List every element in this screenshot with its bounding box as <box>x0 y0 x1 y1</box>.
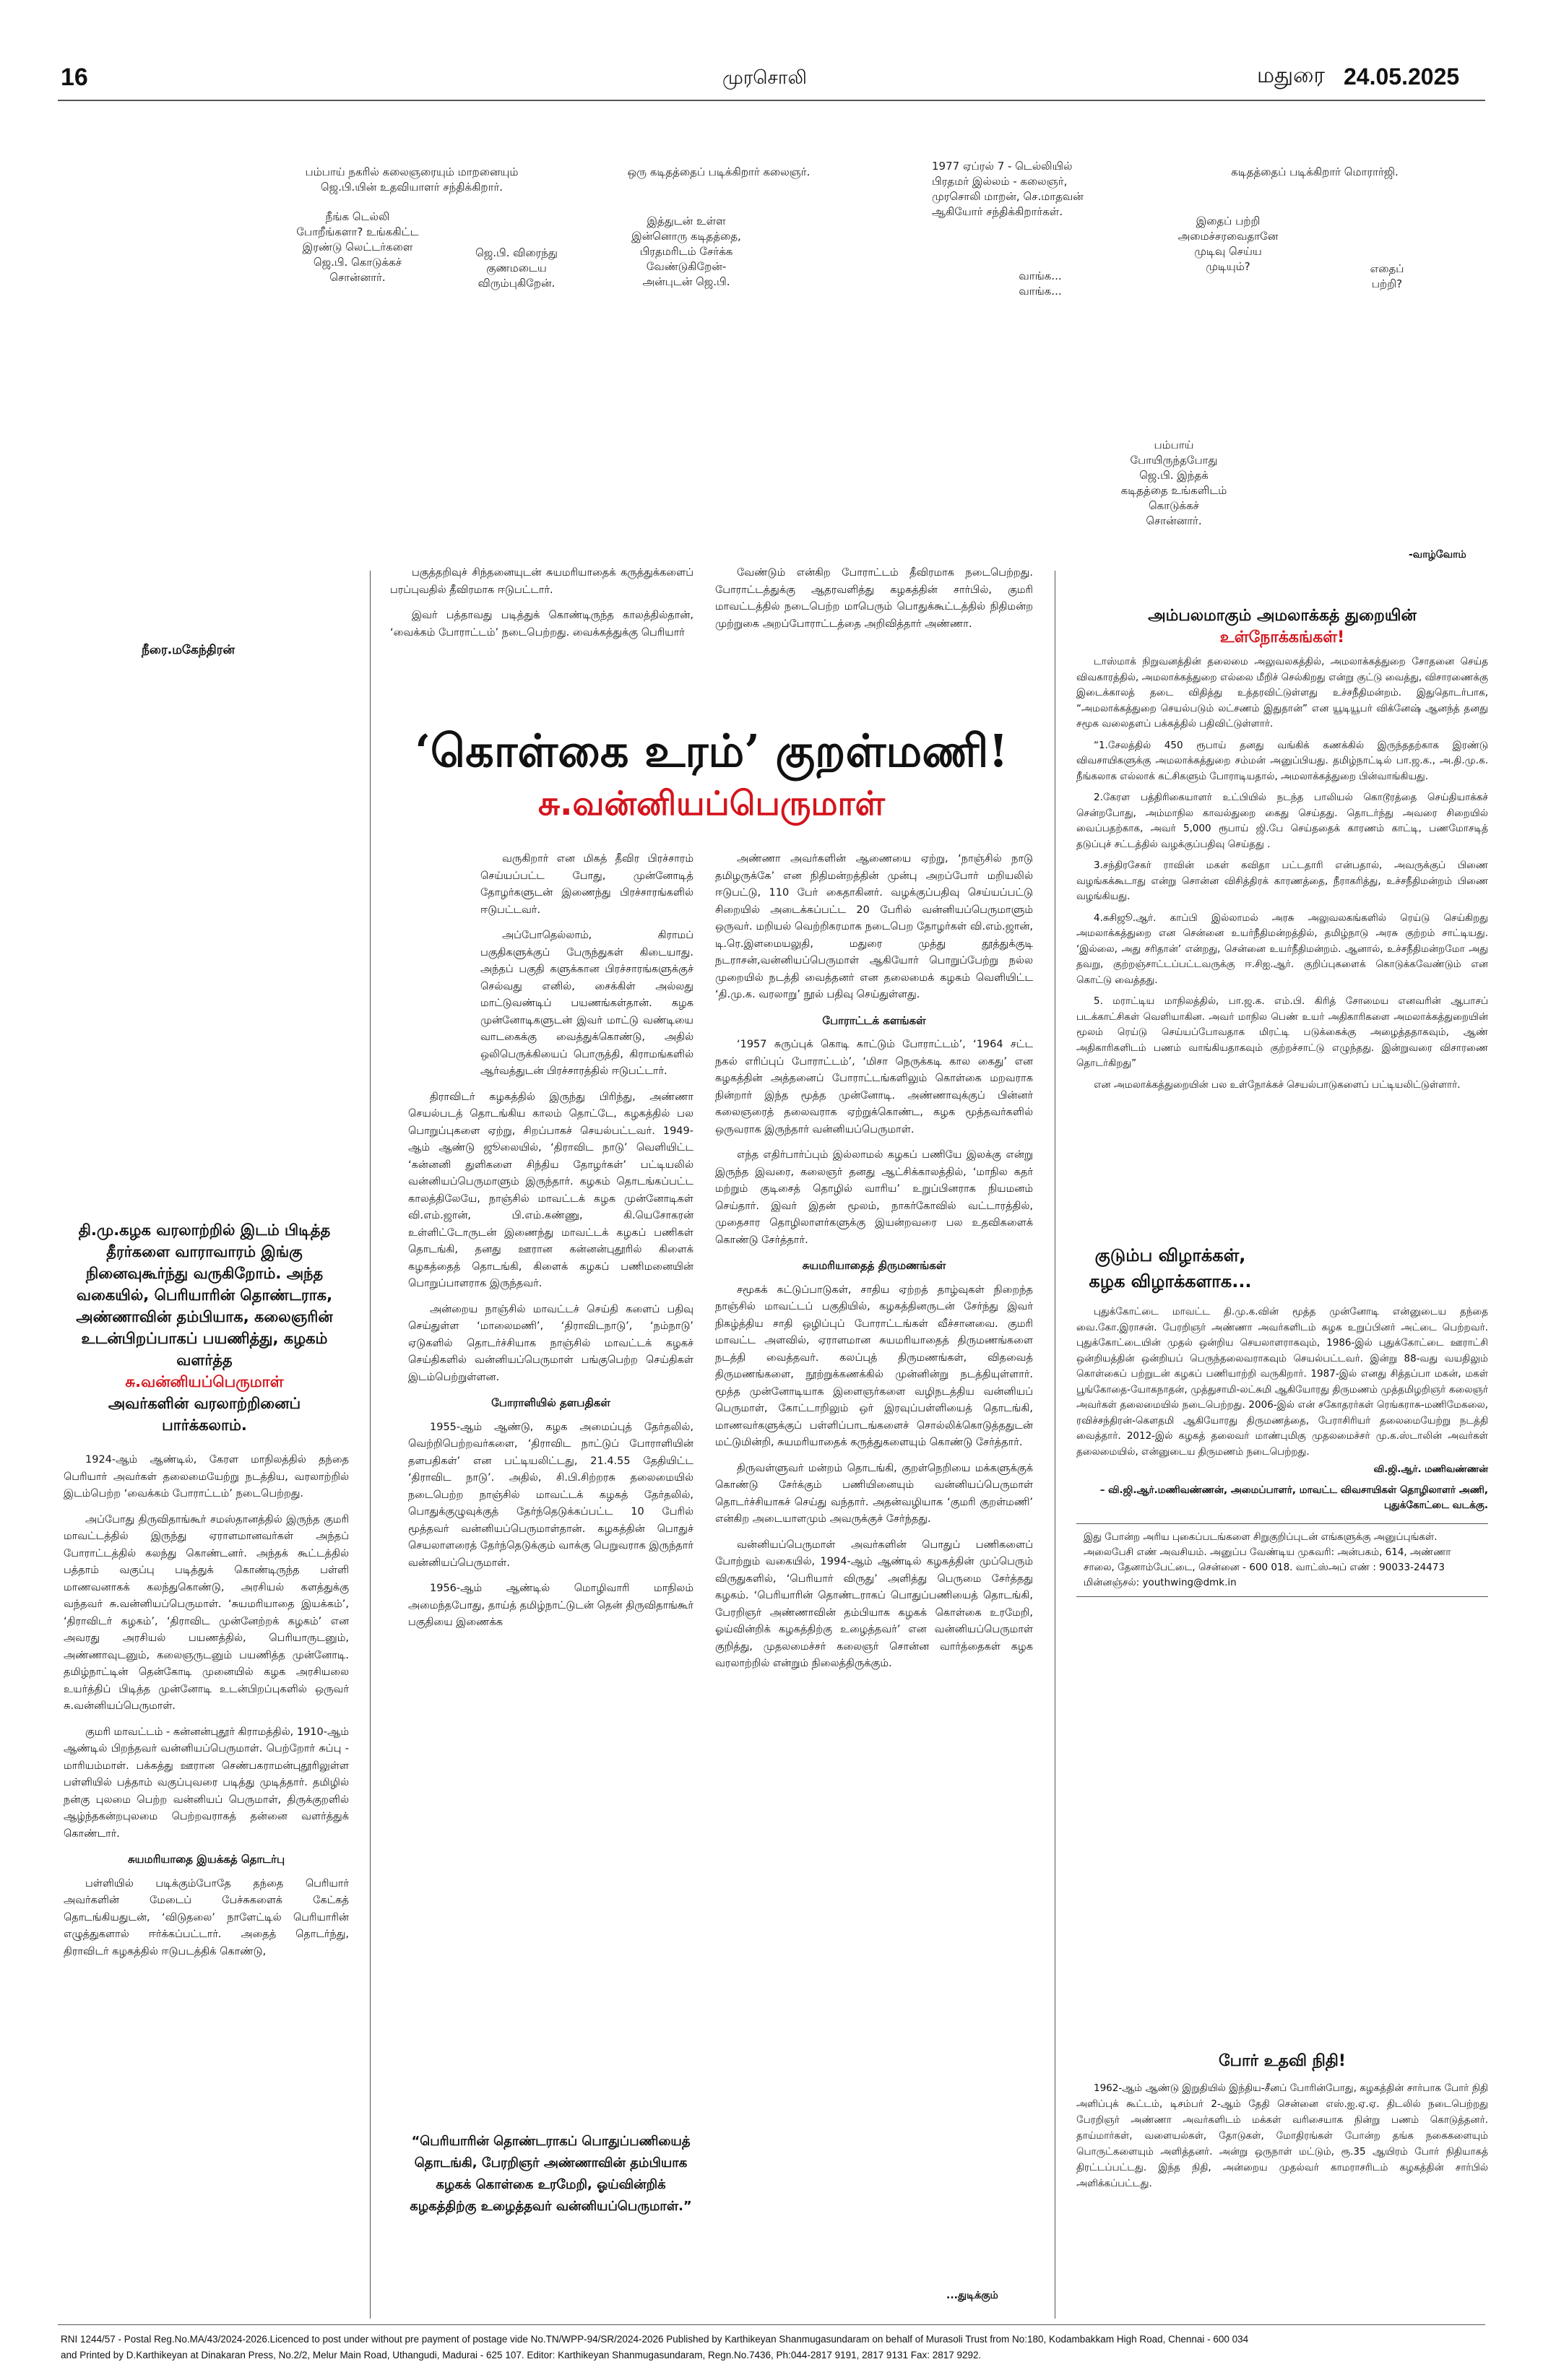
article-author-small: நீரை.மகேந்திரன் <box>142 643 235 657</box>
paragraph: 1924-ஆம் ஆண்டில், கேரள மாநிலத்தில் தந்தை பெரியார் அவர்கள் தலைமையேற்று நடத்திய, வரலாற்றில் இடம்பெற்ற ‘வைக்கம் போராட்டம்’ நடைபெற்றது. <box>64 1454 349 1500</box>
sidebar-title-2: உள்நோக்கங்கள்! <box>1219 628 1345 646</box>
article-column-3 <box>715 851 1033 1682</box>
comic-bubble: பம்பாய் போயிருந்தபோது ஜெ.பி. இந்தக் கடிதத்தை உங்களிடம் கொடுக்கச் சொன்னார். <box>1120 438 1227 527</box>
sidebar-kudumba <box>1076 1242 1488 1597</box>
comic-bubble: இத்துடன் உள்ள இன்னொரு கடிதத்தை, பிரதமரிடம் சேர்க்க வேண்டுகிறேன்- அன்புடன் ஜெ.பி. <box>631 215 741 288</box>
section-heading: போராளியில் தளபதிகள் <box>491 1396 610 1409</box>
article-intro <box>64 1219 345 1436</box>
paragraph: 3.சந்திரசேகர் ராவின் மகள் கவிதா பட்டதாரி என்பதால், அவருக்குப் பிணை வழங்கக்கூடாது என்று சொன்ன விசித்திரக் காரணத்தை, நீராகரித்து, உச்சநீதிமன்றம் பிணை வழங்கியது. <box>1076 860 1488 902</box>
paragraph: இவர் பத்தாவது படித்துக் கொண்டிருந்த காலத்தில்தான், ‘வைக்கம் போராட்டம்’ நடைபெற்றது. வைக்கத்துக்கு பெரியார் <box>390 610 693 639</box>
sidebar-sign: – வி.ஜி.ஆர்.மணிவண்ணன், அமைப்பாளர், மாவட்ட விவசாயிகள் தொழிலாளர் அணி, புதுக்கோட்டை வடக்கு. <box>1099 1484 1488 1511</box>
footer-imprint <box>61 2332 1484 2363</box>
comic-bubble: ஜெ.பி. விரைந்து குணமடைய விரும்புகிறேன். <box>475 246 558 290</box>
caption-name-2: மணிவண்ணன் <box>1425 1464 1488 1475</box>
paragraph: ‘1957 சுருப்புக் கொடி காட்டும் போராட்டம்’, ‘1964 சட்ட நகல் எரிப்புப் போராட்டம்’, ‘மிசா நெருக்கடி கால கைது’ என கழகத்தின் அத்தனைப் போராட்டங்களிலும் கொள்கை மறவராக நின்றார் இந்த மூத்த முன்னோடி. அண்ணாவுக்குப் பின்னர் கலைஞரைத் தலைவராக ஏற்றுக்கொண்ட, கழக மூத்தவர்களில் ஒருவராக இருந்தார் வன்னியப்பெருமாள். <box>715 1039 1033 1135</box>
paragraph: வருகிறார் என மிகத் தீவிர பிரச்சாரம் செய்யப்பட்ட போது, முன்னோடித் தோழர்களுடன் இணைந்து பிரச்சாரங்களில் ஈடுபட்டவர். <box>480 853 693 916</box>
continued-marker: ...துடிக்கும் <box>946 2290 998 2301</box>
photo-caption <box>1076 1464 1488 1476</box>
submission-note: இது போன்ற அரிய புகைப்படங்களை சிறுகுறிப்புடன் எங்களுக்கு அனுப்புங்கள். அலைபேசி எண் அவசியம். அனுப்ப வேண்டிய முகவரி: அன்பகம், 614, அண்ணா சாலை, தேனாம்பேட்டை, சென்னை - 600 018. வாட்ஸ்அப் எண் : 90033-24473 மின்னஞ்சல்: youthwing@dmk.in <box>1076 1523 1488 1597</box>
sidebar-body: 1962-ஆம் ஆண்டு இறுதியில் இந்திய-சீனப் போரின்போது, கழகத்தின் சார்பாக போர் நிதி அளிப்புக் கூட்டம், டிசம்பர் 2-ஆம் தேதி சென்னை எஸ்.ஐ.ஏ.ஏ. திடலில் நடைபெற்றது பேரறிஞர் அண்ணா அவர்களிடம் மக்கள் வரிசையாக நின்று பணம் கொடுத்தனர். தாய்மார்கள், வளையல்கள், தோடுகள், மோதிரங்கள் போன்ற தங்க நகைகளையும் பொருட்களையும் அளித்தனர். அன்று ஒருநாள் மட்டும், ரூ.35 ஆயிரம் போர் நிதியாகத் திரட்டப்பட்டது. இந்த நிதி, அன்றைய முதல்வர் காமராசரிடம் கழகத்தின் சார்பில் அளிக்கப்பட்டது. <box>1076 2082 1488 2189</box>
section-heading: சுயமரியாதை இயக்கத் தொடர்பு <box>127 1853 285 1866</box>
header-city: மதுரை <box>1257 64 1326 87</box>
paragraph: 1955-ஆம் ஆண்டு, கழக அமைப்புத் தேர்தலில், வெற்றிபெற்றவர்களை, ‘திராவிட நாட்டுப் போராளியின் தளபதிகள்’ என பட்டியலிட்டது, 21.4.55 தேதியிட்ட ‘திராவிட நாடு’. அதில், சி.பி.சிற்றரசு தலைமையில் நடைபெற்ற நாஞ்சில் மாவட்டக் கழகத் தேர்தலில், பொதுக்குழுவுக்குத் தேர்ந்தெடுக்கப்பட்ட 10 பேரில் மூத்தவர் வன்னியப்பெருமாள்தான். கழகத்தின் பொதுச் செயலாளரைத் தேர்ந்தெடுக்கும் வாக்கு பெறுவராக இருந்தார் வன்னியப்பெருமாள். <box>408 1421 693 1569</box>
section-heading: போராட்டக் களங்கள் <box>822 1013 926 1027</box>
page-number: 16 <box>61 64 88 91</box>
footer-line: RNI 1244/57 - Postal Reg.No.MA/43/2024-2026.Licenced to post under without pre payment of postage vide No.TN/WPP-94/SR/2024-2026 Published by Karthikeyan Shanmugasundaram on behalf of Murasoli Trust from No:180, Kodambakkam High Road, Chennai - 600 034 <box>61 2334 1249 2345</box>
column-divider <box>370 571 371 2319</box>
paragraph: வன்னியப்பெருமாள் அவர்களின் பொதுப் பணிகளைப் போற்றும் வகையில், 1994-ஆம் ஆண்டில் கழகத்தின் முப்பெரும் விருதுகளில், ‘பெரியார் விருது’ அளித்து பெருமை சேர்த்தது கழகம். ‘பெரியாரின் தொண்டராகப் பொதுப்பணியைத் தொடங்கி, பேரறிஞர் அண்ணாவின் தம்பியாக கழகக் கொள்கை உரமேறி, ஓய்வின்றிக் கழகத்திற்கு உழைத்தவர்’ என வன்னியப்பெருமாள் குறித்து, முதலமைச்சர் கலைஞர் சொன்ன வார்த்தைகள் கழக வரலாற்றில் என்றும் நிலைத்திருக்கும். <box>715 1539 1033 1669</box>
header-date: 24.05.2025 <box>1344 64 1460 90</box>
paragraph: வேண்டும் என்கிற போராட்டம் தீவிரமாக நடைபெற்றது. போராட்டத்துக்கு ஆதரவளித்து கழகத்தின் சார்பில், குமரி மாவட்டத்தில் நடைபெற்ற மாபெரும் பொதுக்கூட்டத்தில் நிதிமன்ற முற்றுகை அறப்போராட்டத்தை அறிவித்தார் அண்ணா. <box>715 567 1033 630</box>
article-subtitle: சு.வன்னியப்பெருமாள் <box>537 784 886 823</box>
article-title: ‘கொள்கை உரம்’ குறள்மணி! <box>415 724 1008 777</box>
paragraph: “1.சேலத்தில் 450 ரூபாய் தனது வங்கிக் கணக்கில் இருந்ததற்காக இரண்டு விவசாயிகளுக்கு அமலாக்கத்துறை சம்மன் அனுப்பியது. தமிழ்நாட்டில் பா.ஜ.க., அ.தி.மு.க. நீங்கலாக எல்லாக் கட்சிகளும் போராடியதால், அமலாக்கத்துறை பின்வாங்கியது. <box>1076 739 1488 782</box>
paragraph: சமூகக் கட்டுப்பாடுகள், சாதிய ஏற்றத் தாழ்வுகள் நிறைந்த நாஞ்சில் மாவட்டப் பகுதியில், கழகத்தினருடன் சேர்ந்து இவர் நிகழ்த்திய சாதி ஒழிப்புப் போராட்டங்கள் வீச்சானவை. குமரி மாவட்ட அளவில், ஏராளமான சுயமரியாதைத் திருமணங்களை நடத்தி வைத்தவர். கலப்புத் திருமணங்கள், விதவைத் திருமணங்களை, நூற்றுக்கணக்கில் முன்னின்று நடத்தியுள்ளார். மூத்த முன்னோடியாக இளைஞர்களை வழிநடத்திய வன்னியப் பெருமாள், கோட்டாறிலும் ஒர் இரவுப்பள்ளியைத் தொடங்கி, மாணவர்களுக்குப் பள்ளிப்பாடங்களைச் சொல்லிக்கொடுத்ததுடன் மட்டுமின்றி, சுயமரியாதைக் கருத்துகளையும் கொண்டு சேர்த்தார். <box>715 1284 1033 1448</box>
comic-bubble: வாங்க... வாங்க... <box>1019 269 1062 298</box>
paragraph: எந்த எதிர்பார்ப்பும் இல்லாமல் கழகப் பணியே இலக்கு என்று இருந்த இவரை, கலைஞர் தனது ஆட்சிக்காலத்தில், ‘மாநில கதர் மற்றும் குடிசைத் தொழில் வாரிய’ உறுப்பினராக நியமனம் செய்தார். இவர் இதன் மூலம், நாகர்கோவில் வட்டாரத்தில், முதைசார தொழிலாளர்களுக்கு இயன்றவரை பல உதவிகளைக் கொண்டு சேர்த்தார். <box>715 1149 1033 1246</box>
footer-rule <box>58 2324 1485 2325</box>
paragraph: டாஸ்மாக் நிறுவனத்தின் தலைமை அலுவலகத்தில், அமலாக்கத்துறை சோதனை செய்த விவகாரத்தில், அமலாக்கத்துறை எல்லை மீறிச் செல்கிறது என்று குட்டு வைத்து, விசாரணைக்கு இடைக்காலத் தடை விதித்து உத்தரவிட்டுள்ளது உச்சநீதிமன்றம். இதுதொடர்பாக, “அமலாக்கத்துறை செயல்படும் லட்சணம் இதுதான்” என யூடியூபர் விக்னேஷ் ஆனந்த் தனது சமூக வலைதளப் பக்கத்தில் பதிவிட்டுள்ளார். <box>1076 656 1488 730</box>
caption-name: வி.ஜி.ஆர். <box>1373 1464 1422 1475</box>
comic-bubble: பம்பாய் நகரில் கலைஞரையும் மாறனையும் ஜெ.பி.யின் உதவியாளர் சந்திக்கிறார். <box>305 165 519 194</box>
top-column-1 <box>390 565 693 650</box>
intro-tail: அவர்களின் வரலாற்றினைப் பார்க்கலாம். <box>108 1395 301 1434</box>
comic-bubble: கடிதத்தைப் படிக்கிறார் மொரார்ஜி. <box>1231 165 1399 178</box>
paragraph: திருவள்ளுவர் மன்றம் தொடங்கி, குறள்நெறியை மக்களுக்குக் கொண்டு சேர்க்கும் பணியினையும் வன்னியப்பெருமாள் தொடர்ச்சியாகச் செய்து வந்தார். அதன்வழியாக ‘குமரி குறள்மணி’ என்கிற அடையாளமும் அவருக்குச் சேர்ந்தது. <box>715 1462 1033 1525</box>
paragraph: 2.கேரள பத்திரிகையாளர் உட்பியில் நடந்த பாலியல் கொடூரத்தை செய்தியாக்கச் சென்றபோது, அம்மாநில காவல்துறை கைது செய்தது. தொடர்ந்து அவரை சிறையில் வைப்பதற்காக, அவர் 5,000 ரூபாய் ஜி.பே செய்ததைக் காரணம் காட்டி, பணமோசடித் தடுப்புச் சட்டத்தில் வழக்குப்பதிவு செய்தது . <box>1076 792 1488 850</box>
intro-text: தி.மு.கழக வரலாற்றில் இடம் பிடித்த தீரர்களை வாராவாரம் இங்கு நினைவுகூர்ந்து வருகிறோம். அந்த வகையில், பெரியாரின் தொண்டராக, அண்ணாவின் தம்பியாக, கலைஞரின் உடன்பிறப்பாகப் பயணித்து, கழகம் வளர்த்த <box>76 1221 333 1369</box>
paragraph: பகுத்தறிவுச் சிந்தனையுடன் சுயமரியாதைக் கருத்துக்களைப் பரப்புவதில் தீவிரமாக ஈடுபட்டார். <box>390 567 693 596</box>
sidebar-ambalamagum <box>1076 605 1488 1099</box>
paragraph: 5. மராட்டிய மாநிலத்தில், பா.ஜ.க. எம்.பி. கிரித் சோமைய எனவரின் ஆபாசப் படக்காட்சிகள் வெளியாகின. அவர் மாநில பெண் உயர் அதிகாரிகளை அமலாக்கத்துறையின் மூலம் ரெய்டு செய்யப்போவதாக மிரட்டி படுக்கைக்கு அழைத்ததாகவும், ஆண் அதிகாரிகளிடம் பணம் வாங்கியதாகவும் குற்றச்சாட்டு எழுந்தது. இன்றுவரை விசாரணை தொடர்கிறது” <box>1076 995 1488 1069</box>
comic-signature: -வாழ்வோம் <box>1409 549 1466 561</box>
sidebar-title: குடும்ப விழாக்கள், கழக விழாக்களாக... <box>1089 1245 1252 1291</box>
comic-bubble: நீங்க டெல்லி போறீங்களா? உங்ககிட்ட இரண்டு லெட்டர்களை ஜெ.பி. கொடுக்கச் சொன்னார். <box>296 210 419 284</box>
top-column-2 <box>715 565 1033 641</box>
paragraph: அன்றைய நாஞ்சில் மாவட்டச் செய்தி களைப் பதிவு செய்துள்ள ‘மாலைமணி’, ‘திராவிடநாடு’, ‘நம்நாடு’ ஏடுகளில் தொடர்ச்சியாக நாஞ்சில் மாவட்டக் கழகச் செய்திகளில் வன்னியப்பெருமாள் பங்குபெற்ற செய்திகள் இடம்பெற்றுள்ளன. <box>408 1303 693 1383</box>
paragraph: அப்போது திருவிதாங்கூர் சமஸ்தானத்தில் இருந்த குமரி மாவட்டத்தில் இருந்து ஏராளமானவர்கள் அந்தப் போராட்டத்தில் கலந்து கொண்டனர். அந்தக் கூட்டத்தில் பத்தாம் வகுப்பு படித்துக் கொண்டிருந்த பள்ளி மாணவனாகக் கலந்துகொண்டு, அரசியல் களத்துக்கு வந்தவர் சு.வன்னியப்பெருமாள். ‘சுயமரியாதை இயக்கம்’, ‘திராவிடர் கழகம்’, ‘திராவிட முன்னேற்றக் கழகம்’ என அவரது அரசியல் பயணத்தில், பெரியாருடனும், அண்ணாவுடனும், கலைஞருடனும் பயணித்த முன்னோடி. தமிழ்நாட்டின் தென்கோடி முனையில் கழக அரசியலை உயர்த்திப் பிடித்த முன்னோடி உடன்பிறப்புகளில் ஒருவர் சு.வன்னியப்பெருமாள். <box>64 1513 349 1712</box>
header-rule <box>58 100 1485 101</box>
comic-bubble: இதைப் பற்றி அமைச்சரவைதானே முடிவு செய்ய முடியும்? <box>1177 215 1279 273</box>
article-column-1 <box>64 1452 349 1969</box>
footer-line: and Printed by D.Karthikeyan at Dinakaran Press, No.2/2, Melur Main Road, Uthangudi, Madurai - 625 107. Editor: Karthikeyan Shanmugasundaram, Regn.No.7436, Ph:044-2817 9191, 2817 9131 Fax: 2817 9292. <box>61 2350 982 2360</box>
paragraph: 4.சுசிஜூ.ஆர். காப்பி இல்லாமல் அரசு அலுவலகங்களில் ரெய்டு செய்கிறது அமலாக்கத்துறை என சென்னை உயர்நீதிமன்றத்தில், தமிழ்நாடு அரசு குற்றம் சாட்டியது. ‘இல்லை, அது சரிதான்’ என்றது, சென்னை உயர்நீதிமன்றம். ஆனால், உச்சநீதிமன்றமோ அது தவறு, குற்றஞ்சாட்டப்பட்டவருக்கு ஈ.சிஐ.ஆர். குறிப்புகளைக் கொடுக்கவேண்டும் என கொட்டு வைத்தது. <box>1076 912 1488 986</box>
article-column-2 <box>408 851 693 1640</box>
sidebar-title: அம்பலமாகும் அமலாக்கத் துறையின் <box>1148 607 1417 625</box>
paragraph: குமரி மாவட்டம் - கன்னன்புதூர் கிராமத்தில், 1910-ஆம் ஆண்டில் பிறந்தவர் வன்னியப்பெருமாள். பெற்றோர் சுப்பு - மாரியம்மாள். பக்கத்து ஊரான செண்பகராமன்புதூரிலுள்ள பள்ளியில் பத்தாம் வகுப்புவரை படித்து முடித்தார். தமிழில் நன்கு புலமை பெற்ற வன்னியப் பெருமாள், திருக்குறளில் ஆழ்ந்தகன்றபுலமை பெற்றவராகத் தன்னை வளர்த்துக் கொண்டார். <box>64 1726 349 1840</box>
comic-bubble: ஒரு கடிதத்தைப் படிக்கிறார் கலைஞர். <box>627 165 811 178</box>
intro-name: சு.வன்னியப்பெருமாள் <box>125 1373 284 1390</box>
sidebar-body <box>1076 654 1488 1093</box>
pull-quote: “பெரியாரின் தொண்டராகப் பொதுப்பணியைத் தொடங்கி, பேரறிஞர் அண்ணாவின் தம்பியாக கழகக் கொள்கை உரமேறி, ஓய்வின்றிக் கழகத்திற்கு உழைத்தவர் வன்னியப்பெருமாள்.” <box>410 2134 692 2214</box>
paragraph: திராவிடர் கழகத்தில் இருந்து பிரிந்து, அண்ணா செயல்படத் தொடங்கிய காலம் தொட்டே, கழகத்தில் பல பொறுப்புகளை ஏற்று, சிறப்பாகச் செயல்பட்டவர். 1949-ஆம் ஆண்டு ஜூலையில், ‘திராவிட நாடு’ வெளியிட்ட ‘கன்னனி துளிகளை சிந்திய தோழர்கள்’ பட்டியலில் வன்னியப்பெருமாளும் இருந்தார். கழகம் தொடங்கப்பட்ட காலத்திலேயே, நாஞ்சில் மாவட்டக் கழக முன்னோடிகள் வி.எம்.ஜான், பி.எம்.கண்ணு, கி.யெசோகரன் உள்ளிட்டோருடன் இணைந்து மாவட்டக் கழகப் பணிகள் தொடங்கி, தனது ஊரான கன்னன்புதூரில் கிளைக் கழகத்தைத் தொடங்கி, கிளைக் கழகப் பணிமனையின் பொறுப்பாளராக இருந்தவர். <box>408 1091 693 1289</box>
paragraph: 1956-ஆம் ஆண்டில் மொழிவாரி மாநிலம் அமைந்தபோது, தாய்த் தமிழ்நாட்டுடன் தென் திருவிதாங்கூர் பகுதியை இணைக்க <box>408 1583 693 1628</box>
paragraph: அண்ணா அவர்களின் ஆணையை ஏற்று, ‘நாஞ்சில் நாடு தமிழருக்கே’ என நிதிமன்றத்தின் முன்பு அறப்போர் மறியலில் ஈடுபட்டு, 110 பேர் கைதாகினர். வழக்குப்பதிவு செய்யப்பட்டு சிறையில் அடைக்கப்பட்ட 20 பேரில் வன்னியப்பெருமாளும் ஒருவர். மறியல் வெற்றிகரமாக நடைபெற தோழர்கள் வி.எம்.ஜான், டி.ரெ.இளமையலுதி, மதுரை முத்து தூத்துக்குடி நடராசன்,வன்னியப்பெருமாள் ஆகியோர் பொறுப்பேற்று நல்ல முறையில் நடத்தி வைத்தனர் என தலைமைக் கழகம் வெளியிட்ட ‘தி.மு.க. வரலாறு’ நூல் பதிவு செய்துள்ளது. <box>715 853 1033 1000</box>
paragraph: அப்போதெல்லாம், கிராமப் பகுதிகளுக்குப் பேருந்துகள் கிடையாது. அந்தப் பகுதி களுக்கான பிரச்சாரங்களுக்குச் செல்வது எனில், சைக்கிள் அல்லது மாட்டுவண்டிப் பயணங்கள்தான். கழக முன்னோடிகளுடன் இவர் மாட்டு வண்டியை வாடகைக்கு வைத்துக்கொண்டு, அதில் ஒலிபெருக்கியைப் பொருத்தி, கிராமங்களில் ஆர்வத்துடன் பிரச்சாரத்தில் ஈடுபட்டார். <box>480 930 693 1077</box>
comic-bubble: எதைப் பற்றி? <box>1370 262 1404 290</box>
section-heading: சுயமரியாதைத் திருமணங்கள் <box>802 1259 946 1272</box>
paragraph: பள்ளியில் படிக்கும்போதே தந்தை பெரியார் அவர்களின் மேடைப் பேச்சுகளைக் கேட்கத் தொடங்கியதுடன், ‘விடுதலை’ நாளேட்டில் பெரியாரின் எழுத்துகளால் ஈர்க்கப்பட்டார். அதைத் தொடர்ந்து, திராவிடர் கழகத்தில் ஈடுபடத்திக் கொண்டு, <box>64 1877 349 1957</box>
sidebar-body: புதுக்கோட்டை மாவட்ட தி.மு.க.வின் மூத்த முன்னோடி என்னுடைய தந்தை வை.கோ.இராசன். பேரறிஞர் அண்ணா அவர்களிடம் கழக உறுப்பினர் அட்டை பெற்றவர். புதுக்கோட்டையின் முதல் ஒன்றிய செயலாளராகவும், 1986-இல் புதுக்கோட்டை ஊராட்சி ஒன்றியத்தின் ஒன்றியப் பெருந்தலைவராகவும் செயல்பட்டவர். இன்று 88-வது வயதிலும் கொள்கைப் பற்றுடன் கழகப் பணியாற்றி வருகிறார். 1987-இல் எனது சித்தப்பா மகன், மகள் பூங்கோதை-யோகநாதன், முத்துசாமி-லட்சுமி ஆகியோரது திருமணம் முத்தமிழறிஞர் கலைஞர் அவர்கள் தலைமையில் நடைபெற்றது. 2006-இல் என் சகோதரர்கள் ரெங்கராசு-மணிமேகலை, ரவிச்சந்திரன்-கௌதமி ஆகியோரது திருமணத்தை, பேராசிரியர் தலைமையேற்று நடத்தி வைத்தார். 2012-இல் கழகத் தலைவர் மாண்புமிகு முதலமைச்சர் மு.க.ஸ்டாலின் அவர்கள் தலைமையில், என்னுடைய திருமணம் நடைபெற்றது. <box>1076 1306 1488 1458</box>
comic-bubble: 1977 ஏப்ரல் 7 - டெல்லியில் பிரதமர் இல்லம் - கலைஞர், முரசொலி மாறன், செ.மாதவன் ஆகியோர் சந்திக்கிறார்கள். <box>932 160 1084 218</box>
masthead: முரசொலி <box>722 66 807 88</box>
sidebar-por-udhavi <box>1076 2050 1488 2191</box>
sidebar-title: போர் உதவி நிதி! <box>1219 2052 1346 2070</box>
paragraph: என அமலாக்கத்துறையின் பல உள்நோக்கச் செயல்பாடுகளைப் பட்டியலிட்டுள்ளார். <box>1094 1078 1461 1091</box>
